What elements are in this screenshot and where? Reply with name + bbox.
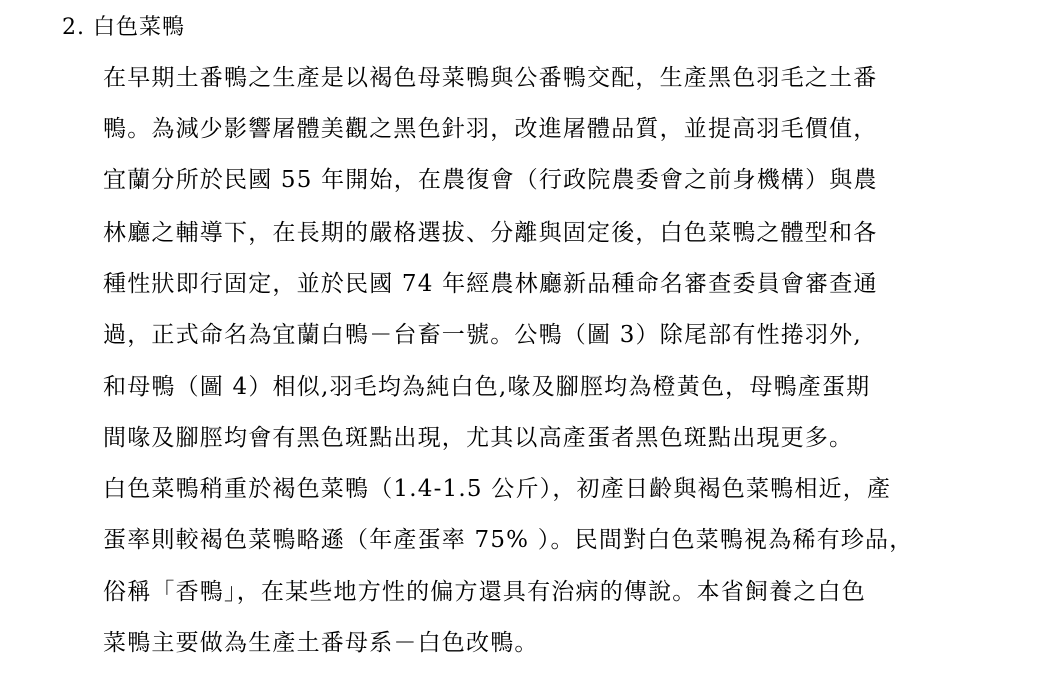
paragraph-line-11: 俗稱「香鴨」，在某些地方性的偏方還具有治病的傳說。本省飼養之白色 (103, 579, 866, 605)
paragraph-line-3: 宜蘭分所於民國 55 年開始，在農復會（行政院農委會之前身機構）與農 (103, 167, 878, 193)
paragraph-line-5: 種性狀即行固定，並於民國 74 年經農林廳新品種命名審查委員會審查通 (103, 271, 878, 297)
paragraph-line-9: 白色菜鴨稍重於褐色菜鴨（1.4-1.5 公斤），初產日齡與褐色菜鴨相近，產 (103, 476, 892, 502)
paragraph-line-6: 過，正式命名為宜蘭白鴨－台畜一號。公鴨（圖 3）除尾部有性捲羽外, (103, 322, 862, 348)
paragraph-line-2: 鴨。為減少影響屠體美觀之黑色針羽，改進屠體品質，並提高羽毛價值， (103, 116, 878, 142)
paragraph-line-1: 在早期土番鴨之生產是以褐色母菜鴨與公番鴨交配，生產黑色羽毛之土番 (103, 65, 878, 91)
paragraph-line-12: 菜鴨主要做為生產土番母系－白色改鴨。 (103, 630, 539, 656)
paragraph-line-4: 林廳之輔導下，在長期的嚴格選拔、分離與固定後，白色菜鴨之體型和各 (103, 220, 878, 246)
section-heading: 2. 白色菜鴨 (62, 15, 185, 40)
paragraph-line-10: 蛋率則較褐色菜鴨略遜（年產蛋率 75% ）。民間對白色菜鴨視為稀有珍品， (103, 527, 914, 553)
paragraph-line-8: 間喙及腳脛均會有黑色斑點出現，尤其以高產蛋者黑色斑點出現更多。 (103, 425, 854, 451)
paragraph-line-7: 和母鴨（圖 4）相似,羽毛均為純白色,喙及腳脛均為橙黃色，母鴨產蛋期 (103, 374, 871, 400)
